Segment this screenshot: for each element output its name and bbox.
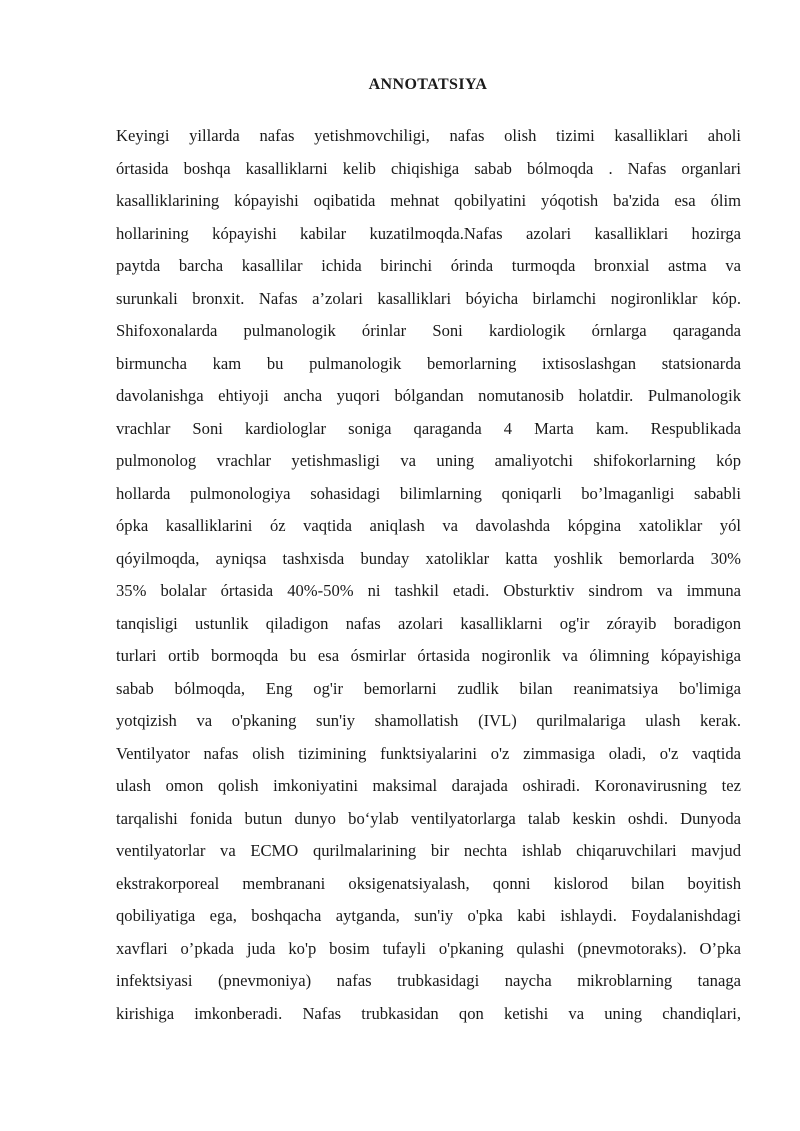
body-text-line: qobiliyatiga ega, boshqacha aytganda, sun'iy o'pka kabi ishlaydi. Foydalanishdagi [116, 906, 741, 925]
body-text-line: Shifoxonalarda pulmanologik órinlar Soni kardiologik órnlarga qaraganda [116, 321, 741, 340]
body-text-line: kasalliklarining kópayishi oqibatida mehnat qobilyatini yóqotish ba'zida esa ólim [116, 191, 741, 210]
body-text-line: vrachlar Soni kardiologlar soniga qaraganda 4 Marta kam. Respublikada [116, 418, 741, 438]
body-text-line: tarqalishi fonida butun dunyo bo‘ylab ventilyatorlarga talab keskin oshdi. Dunyoda [116, 808, 741, 828]
body-text-line: qóyilmoqda, ayniqsa tashxisda bunday xatoliklar katta yoshlik bemorlarda 30% [116, 548, 741, 568]
body-text-line: tanqisligi ustunlik qiladigon nafas azolari kasalliklarni og'ir zórayib boradigon [116, 613, 741, 633]
body-text-line: hollarining kópayishi kabilar kuzatilmoqda.Nafas azolari kasalliklari hozirga [116, 223, 741, 243]
body-text-line: ópka kasalliklarini óz vaqtida aniqlash va davolashda kópgina xatoliklar yól [116, 516, 741, 535]
body-text-line: sabab bólmoqda, Eng og'ir bemorlarni zudlik bilan reanimatsiya bo'limiga [116, 678, 741, 698]
body-text-line: Ventilyator nafas olish tizimining funktsiyalarini o'z zimmasiga oladi, o'z vaqtida [116, 743, 741, 763]
page-title: ANNOTATSIYA [368, 76, 488, 93]
body-text-line: órtasida boshqa kasalliklarni kelib chiqishiga sabab bólmoqda . Nafas organlari [116, 158, 741, 178]
body-text-line: kirishiga imkonberadi. Nafas trubkasidan qon ketishi va uning chandiqlari, [116, 1003, 741, 1023]
body-text-line: 35% bolalar órtasida 40%-50% ni tashkil etadi. Obsturktiv sindrom va immuna [116, 581, 741, 600]
body-text-line: ulash omon qolish imkoniyatini maksimal darajada oshiradi. Koronavirusning tez [116, 776, 741, 795]
body-text-line: surunkali bronxit. Nafas a’zolari kasalliklari bóyicha birlamchi nogironliklar kóp. [116, 288, 741, 308]
body-text-line: xavflari o’pkada juda ko'p bosim tufayli o'pkaning qulashi (pnevmotoraks). O’pka [116, 938, 741, 958]
body-text-line: paytda barcha kasallilar ichida birinchi órinda turmoqda bronxial astma va [116, 256, 741, 275]
body-text-line: birmuncha kam bu pulmanologik bemorlarning ixtisoslashgan statsionarda [116, 353, 741, 373]
body-text-line: Keyingi yillarda nafas yetishmovchiligi, nafas olish tizimi kasalliklari aholi [116, 126, 741, 145]
body-text-line: turlari ortib bormoqda bu esa ósmirlar órtasida nogironlik va ólimning kópayishiga [116, 646, 741, 665]
body-text-line: davolanishga ehtiyoji ancha yuqori bólgandan nomutanosib holatdir. Pulmanologik [116, 386, 741, 405]
body-text-line: ventilyatorlar va ECMO qurilmalarining bir nechta ishlab chiqaruvchilari mavjud [116, 841, 741, 860]
body-text-line: hollarda pulmonologiya sohasidagi bilimlarning qoniqarli bo’lmaganligi sababli [116, 483, 741, 503]
body-text-line: infektsiyasi (pnevmoniya) nafas trubkasidagi naycha mikroblarning tanaga [116, 971, 741, 990]
body-text-line: pulmonolog vrachlar yetishmasligi va uning amaliyotchi shifokorlarning kóp [116, 451, 741, 470]
body-text-line: yotqizish va o'pkaning sun'iy shamollatish (IVL) qurilmalariga ulash kerak. [116, 711, 741, 730]
body-text-line: ekstrakorporeal membranani oksigenatsiyalash, qonni kislorod bilan boyitish [116, 873, 741, 893]
annotation-body [116, 120, 741, 1030]
